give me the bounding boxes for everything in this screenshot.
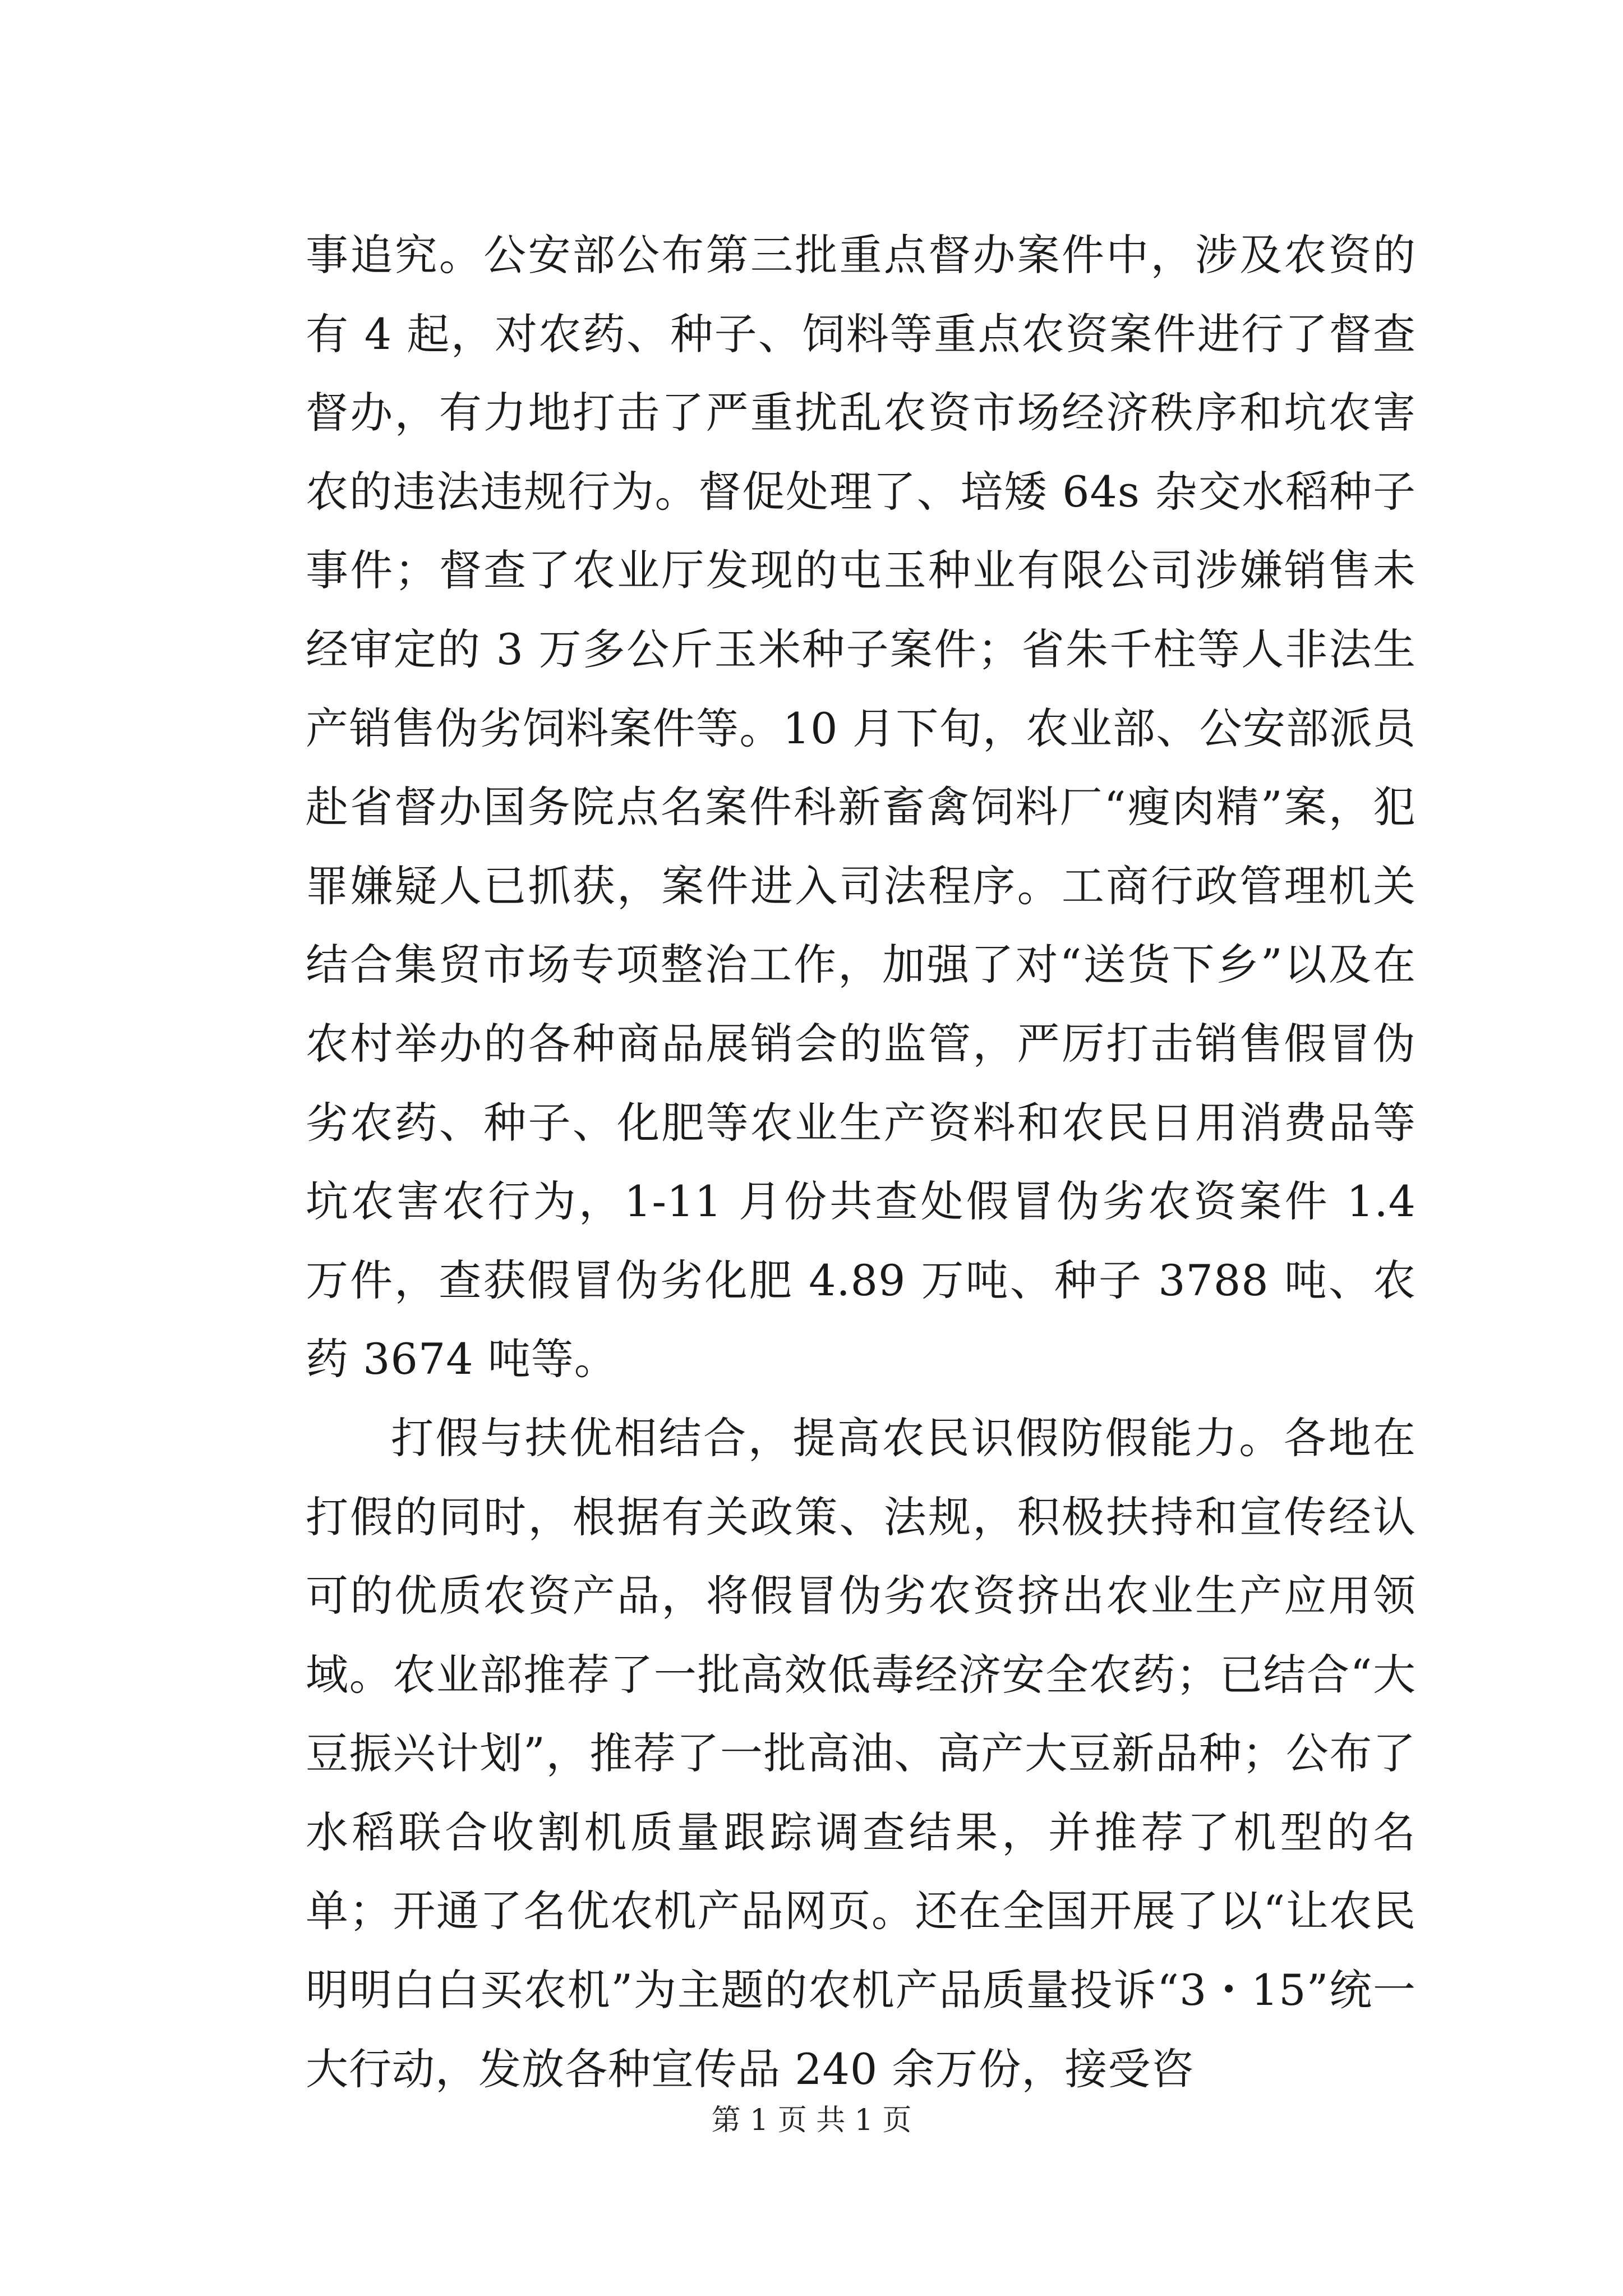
page-footer: 第 1 页 共 1 页 [711,2104,912,2137]
document-body [306,216,1416,2109]
paragraph-1: 事追究。公安部公布第三批重点督办案件中，涉及农资的有 4 起，对农药、种子、饲料等重点农资案件进行了督查督办，有力地打击了严重扰乱农资市场经济秩序和坑农害农的违法违规行为。督促处理了、培矮 64s 杂交水稻种子事件；督查了农业厅发现的屯玉种业有限公司涉嫌销售未经审定的 3 万多公斤玉米种子案件；省朱千柱等人非法生产销售伪劣饲料案件等。10 月下旬，农业部、公安部派员赴省督办国务院点名案件科新畜禽饲料厂“瘦肉精”案，犯罪嫌疑人已抓获，案件进入司法程序。工商行政管理机关结合集贸市场专项整治工作，加强了对“送货下乡”以及在农村举办的各种商品展销会的监管，严厉打击销售假冒伪劣农药、种子、化肥等农业生产资料和农民日用消费品等坑农害农行为，1-11 月份共查处假冒伪劣农资案件 1.4 万件，查获假冒伪劣化肥 4.89 万吨、种子 3788 吨、农药 3674 吨等。 [306,230,1416,1384]
paragraph-2: 打假与扶优相结合，提高农民识假防假能力。各地在打假的同时，根据有关政策、法规，积极扶持和宣传经认可的优质农资产品，将假冒伪劣农资挤出农业生产应用领域。农业部推荐了一批高效低毒经济安全农药；已结合“大豆振兴计划”，推荐了一批高油、高产大豆新品种；公布了水稻联合收割机质量跟踪调查结果，并推荐了机型的名单；开通了名优农机产品网页。还在全国开展了以“让农民明明白白买农机”为主题的农机产品质量投诉“3・15”统一大行动，发放各种宣传品 240 余万份，接受咨 [306,1412,1416,2094]
